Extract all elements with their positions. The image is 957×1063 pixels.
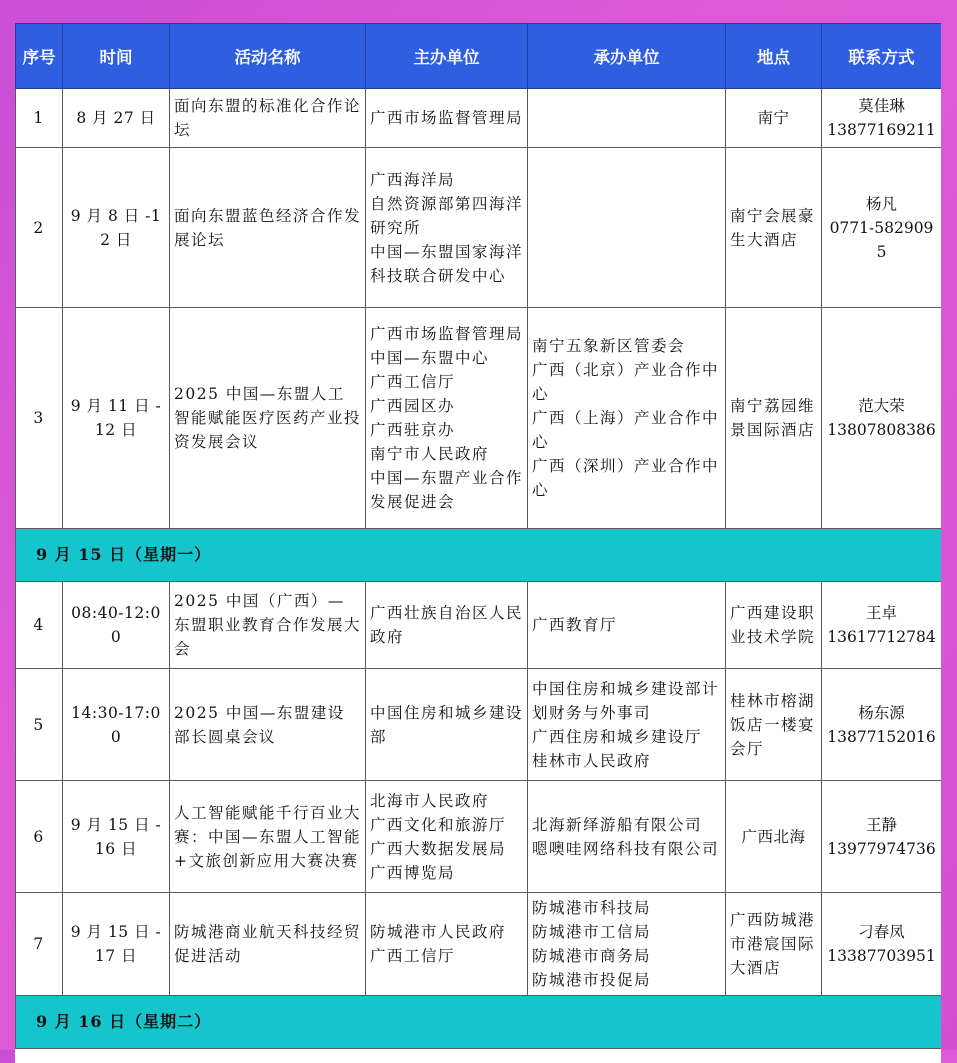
- row-place: 南宁: [726, 89, 822, 148]
- contact-name: 王卓: [865, 604, 897, 622]
- row-host: [366, 582, 528, 669]
- row-no: 3: [16, 308, 63, 529]
- row-event-name: 2025 中国—东盟人工智能赋能医疗医药产业投资发展会议: [170, 308, 366, 529]
- header-time: 时间: [63, 24, 170, 89]
- row-no: 5: [16, 669, 63, 781]
- row-organizer: [528, 669, 726, 781]
- row-place: 桂林市榕湖饭店一楼宴会厅: [726, 669, 822, 781]
- row-place: 南宁荔园维景国际酒店: [726, 308, 822, 529]
- table-row: [16, 308, 942, 529]
- row-event-name: 人工智能赋能千行百业大赛：中国—东盟人工智能+文旅创新应用大赛决赛: [170, 781, 366, 893]
- row-contact: [822, 89, 942, 148]
- table-row: [16, 582, 942, 669]
- host-line: 广西海洋局: [370, 170, 456, 189]
- table-header-row: [16, 24, 942, 89]
- row-contact: [822, 669, 942, 781]
- contact-phone: 13617712784: [827, 628, 936, 646]
- contact-phone: 13977974736: [827, 839, 936, 858]
- row-time: 14:30-17:00: [63, 669, 170, 781]
- table-row: [16, 781, 942, 893]
- contact-name: 杨东源: [858, 703, 905, 722]
- contact-phone: 13387703951: [827, 947, 936, 965]
- row-place: 南宁会展豪生大酒店: [726, 148, 822, 308]
- host-line: 广西市场监督管理局: [370, 325, 524, 343]
- contact-name: 杨凡: [865, 194, 897, 213]
- organizer-line: 嗯噢哇网络科技有限公司: [532, 839, 720, 858]
- header-host: 主办单位: [366, 24, 528, 89]
- organizer-line: 北海新绎游船有限公司: [532, 815, 703, 834]
- contact-phone: 13807808386: [827, 421, 936, 439]
- row-no: 2: [16, 148, 63, 308]
- host-line: 广西文化和旅游厅: [370, 815, 507, 834]
- row-host: [366, 893, 528, 996]
- organizer-line: 南宁五象新区管委会: [532, 337, 686, 355]
- host-line: 中国—东盟国家海洋科技联合研发中心: [370, 242, 524, 285]
- host-line: 广西驻京办: [370, 421, 456, 439]
- header-contact: 联系方式: [822, 24, 942, 89]
- header-place: 地点: [726, 24, 822, 89]
- organizer-line: 中国住房和城乡建设部计划财务与外事司: [532, 679, 720, 722]
- row-place: 广西防城港市港宸国际大酒店: [726, 893, 822, 996]
- row-place: 广西北海: [726, 781, 822, 893]
- row-place: 广西建设职业技术学院: [726, 582, 822, 669]
- host-line: 广西工信厅: [370, 373, 456, 391]
- organizer-line: 桂林市人民政府: [532, 751, 652, 770]
- organizer-line: 广西（上海）产业合作中心: [532, 409, 720, 451]
- row-event-name: 面向东盟的标准化合作论坛: [170, 89, 366, 148]
- date-section-label: 9 月 15 日（星期一）: [16, 529, 942, 582]
- row-host: [366, 669, 528, 781]
- host-line: 广西工信厅: [370, 947, 456, 965]
- schedule-frame: [15, 23, 941, 1063]
- row-contact: [822, 781, 942, 893]
- row-event-name: 面向东盟蓝色经济合作发展论坛: [170, 148, 366, 308]
- date-section-row: [16, 996, 942, 1049]
- row-time: 8 月 27 日: [63, 89, 170, 148]
- table-row: [16, 893, 942, 996]
- contact-name: 刁春凤: [858, 923, 905, 941]
- organizer-line: 防城港市科技局: [532, 899, 652, 917]
- row-organizer: [528, 582, 726, 669]
- row-no: 4: [16, 582, 63, 669]
- header-name: 活动名称: [170, 24, 366, 89]
- organizer-line: 广西（深圳）产业合作中心: [532, 457, 720, 499]
- contact-phone: 0771-5829095: [829, 218, 934, 261]
- table-row: [16, 669, 942, 781]
- host-line: 自然资源部第四海洋研究所: [370, 194, 524, 237]
- table-row: [16, 89, 942, 148]
- row-no: 7: [16, 893, 63, 996]
- row-host: [366, 781, 528, 893]
- row-event-name: 2025 中国—东盟建设部长圆桌会议: [170, 669, 366, 781]
- contact-phone: 13877169211: [827, 121, 936, 139]
- contact-phone: 13877152016: [827, 727, 936, 746]
- host-line: 中国住房和城乡建设部: [370, 703, 524, 746]
- host-line: 广西壮族自治区人民政府: [370, 604, 524, 646]
- host-line: 北海市人民政府: [370, 791, 490, 810]
- contact-name: 王静: [865, 815, 897, 834]
- row-contact: [822, 582, 942, 669]
- host-line: 中国—东盟产业合作发展促进会: [370, 469, 524, 511]
- host-line: 广西大数据发展局: [370, 839, 507, 858]
- row-time: 9 月 11 日 -12 日: [63, 308, 170, 529]
- row-time: 9 月 15 日 -17 日: [63, 893, 170, 996]
- host-line: 防城港市人民政府: [370, 923, 507, 941]
- host-line: 中国—东盟中心: [370, 349, 490, 367]
- contact-name: 范大荣: [858, 397, 905, 415]
- contact-name: 莫佳琳: [858, 97, 905, 115]
- host-line: 广西博览局: [370, 863, 456, 882]
- organizer-line: 防城港市工信局: [532, 923, 652, 941]
- row-time: 9 月 15 日 -16 日: [63, 781, 170, 893]
- row-host: [366, 89, 528, 148]
- row-contact: [822, 893, 942, 996]
- row-host: [366, 148, 528, 308]
- row-no: 1: [16, 89, 63, 148]
- row-event-name: 2025 中国（广西）—东盟职业教育合作发展大会: [170, 582, 366, 669]
- organizer-line: 广西住房和城乡建设厅: [532, 727, 703, 746]
- row-organizer: [528, 781, 726, 893]
- row-contact: [822, 308, 942, 529]
- date-section-label: 9 月 16 日（星期二）: [16, 996, 942, 1049]
- row-organizer: [528, 89, 726, 148]
- host-line: 南宁市人民政府: [370, 445, 490, 463]
- row-time: 08:40-12:00: [63, 582, 170, 669]
- header-organizer: 承办单位: [528, 24, 726, 89]
- organizer-line: 广西教育厅: [532, 616, 618, 634]
- table-row: [16, 148, 942, 308]
- event-schedule-table: [15, 23, 941, 1049]
- date-section-row: [16, 529, 942, 582]
- organizer-line: 广西（北京）产业合作中心: [532, 361, 720, 403]
- organizer-line: 防城港市商务局: [532, 947, 652, 965]
- header-no: 序号: [16, 24, 63, 89]
- row-organizer: [528, 148, 726, 308]
- row-time: 9 月 8 日 -12 日: [63, 148, 170, 308]
- row-organizer: [528, 308, 726, 529]
- row-host: [366, 308, 528, 529]
- row-event-name: 防城港商业航天科技经贸促进活动: [170, 893, 366, 996]
- row-organizer: [528, 893, 726, 996]
- row-no: 6: [16, 781, 63, 893]
- organizer-line: 防城港市投促局: [532, 971, 652, 989]
- row-contact: [822, 148, 942, 308]
- host-line: 广西园区办: [370, 397, 456, 415]
- host-line: 广西市场监督管理局: [370, 109, 524, 127]
